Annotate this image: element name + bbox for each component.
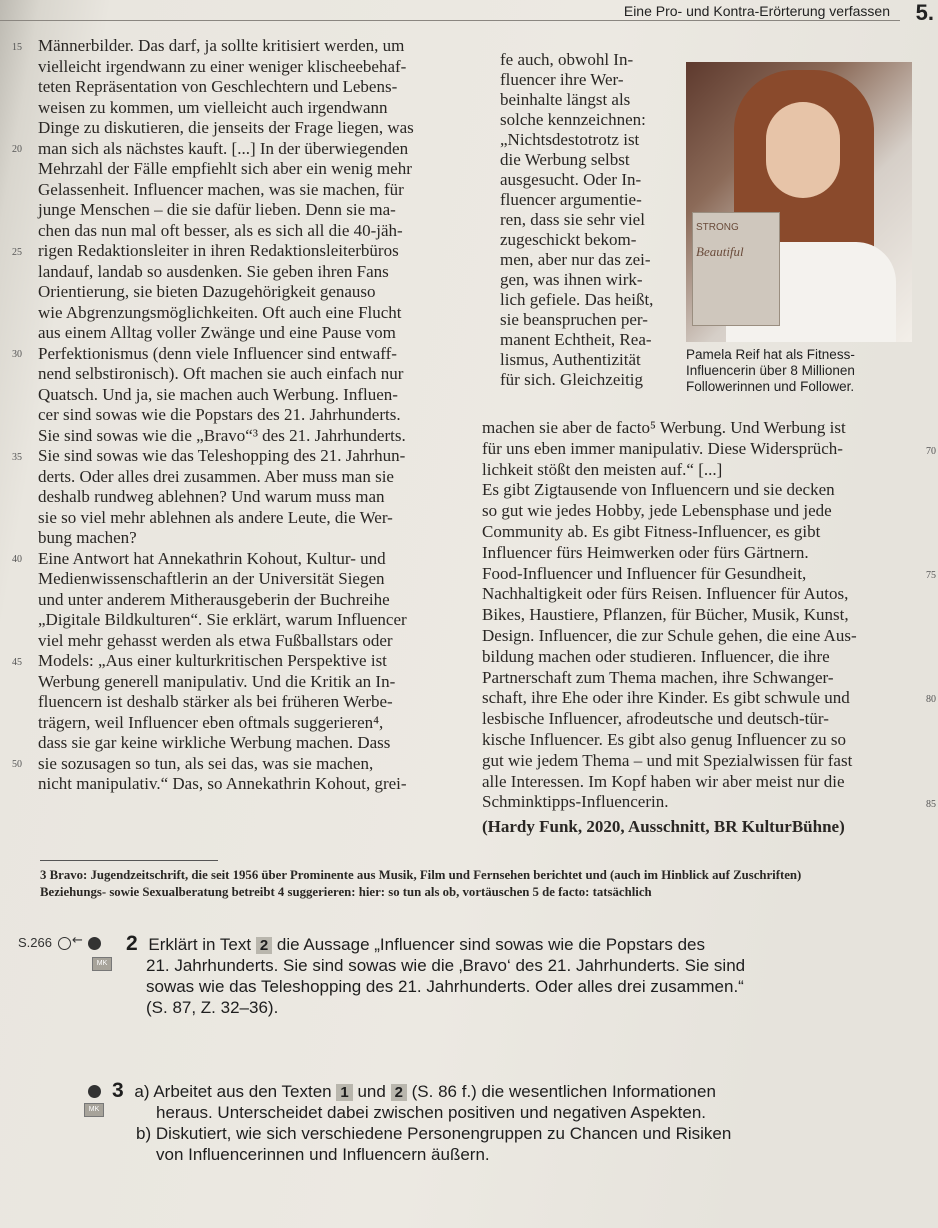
text-line: gut wie jedem Thema – und mit Spezialwissen für fast xyxy=(482,750,853,770)
text-line: so gut wie jedes Hobby, jede Lebensphase und jede xyxy=(482,501,832,521)
text-line: sie so viel mehr ablehnen als andere Leute, die Wer- xyxy=(38,507,393,527)
task-text: heraus. Unterscheidet dabei zwischen positiven und negativen Aspekten. xyxy=(156,1103,707,1122)
text-line: Design. Influencer, die zur Schule gehen, die eine Aus- xyxy=(482,625,857,645)
text-line: solche kennzeichnen: xyxy=(500,110,646,129)
text-line: sie beanspruchen per- xyxy=(500,310,648,329)
text-reference-box: 1 xyxy=(336,1084,352,1101)
line-number: 20 xyxy=(12,144,22,155)
text-line: Gelassenheit. Influencer machen, was sie machen, für xyxy=(38,179,404,199)
task-text: a) Arbeitet aus den Texten xyxy=(134,1082,332,1101)
text-line: schaft, ihre Ehe oder ihre Kinder. Es gibt schwule und xyxy=(482,688,850,708)
text-line: Bikes, Haustiere, Pflanzen, für Bücher, Musik, Kunst, xyxy=(482,605,849,625)
text-line: lismus, Authentizität xyxy=(500,350,641,369)
arrow-left-icon: ← xyxy=(72,933,83,948)
difficulty-circle-filled-icon xyxy=(88,1085,101,1098)
difficulty-circle-icon xyxy=(58,937,71,950)
text-line: fe auch, obwohl In- xyxy=(500,50,634,69)
text-line: Sie sind sowas wie das Teleshopping des 21. Jahrhun- xyxy=(38,446,406,465)
task-text: und xyxy=(357,1082,386,1101)
text-line: vielleicht irgendwann zu einer weniger klischeebehaf- xyxy=(38,56,407,76)
text-line: weisen zu kommen, um vielleicht auch irgendwann xyxy=(38,97,388,117)
text-line: junge Menschen – die sie dafür lieben. Denn sie ma- xyxy=(38,200,396,219)
task-number: 3 xyxy=(112,1079,124,1102)
article-right-column-top xyxy=(500,50,680,390)
line-number: 70 xyxy=(926,446,936,457)
text-line: Orientierung, sie bieten Dazugehörigkeit genauso xyxy=(38,282,376,301)
text-line: alle Interessen. Im Kopf haben wir aber meist nur die xyxy=(482,771,845,791)
text-line: und unter anderem Mitherausgeberin der Buchreihe xyxy=(38,589,390,609)
text-line: lich gefiele. Das heißt, xyxy=(500,290,654,309)
line-number: 45 xyxy=(12,657,22,668)
text-line: trägern, weil Influencer eben oftmals suggerieren⁴, xyxy=(38,712,384,732)
text-line: sie sozusagen so tun, als sei das, was sie machen, xyxy=(38,753,374,773)
text-line: für sich. Gleichzeitig xyxy=(500,370,644,389)
text-line: Eine Antwort hat Annekathrin Kohout, Kultur- und xyxy=(38,548,386,568)
task-text: (S. 87, Z. 32–36). xyxy=(146,998,279,1017)
influencer-photo xyxy=(686,62,912,342)
text-line: wie Abgrenzungsmöglichkeiten. Oft auch eine Flucht xyxy=(38,302,402,322)
footnote-line: Beziehungs- sowie Sexualberatung betreibt 4 suggerieren: hier: so tun als ob, vortäuschen 5 de facto: tatsächlich xyxy=(40,885,652,899)
text-line: man sich als nächstes kauft. [...] In der überwiegenden xyxy=(38,138,409,158)
text-line: cer sind sowas wie die Popstars des 21. Jahrhunderts. xyxy=(38,405,401,424)
text-line: ausgesucht. Oder In- xyxy=(500,170,642,189)
task-text: (S. 86 f.) die wesentlichen Informationen xyxy=(411,1082,716,1101)
text-line: nend selbstironisch). Oft machen sie auch einfach nur xyxy=(38,364,404,383)
text-line: machen sie aber de facto⁵ Werbung. Und Werbung ist xyxy=(482,418,846,437)
text-line: Models: „Aus einer kulturkritischen Perspektive ist xyxy=(38,651,387,670)
difficulty-circle-filled-icon xyxy=(88,937,101,950)
text-line: lesbische Influencer, afrodeutsche und deutsch-tür- xyxy=(482,709,829,729)
text-line: Männerbilder. Das darf, ja sollte kritisiert werden, um xyxy=(38,36,405,55)
task-text: 21. Jahrhunderts. Sie sind sowas wie die ‚Bravo‘ des 21. Jahrhunderts. Sie sind xyxy=(146,956,746,975)
task-number: 2 xyxy=(126,932,138,955)
line-number: 40 xyxy=(12,554,22,565)
line-number: 50 xyxy=(12,759,22,770)
task-text: b) Diskutiert, wie sich verschiedene Personengruppen zu Chancen und Risiken xyxy=(136,1124,732,1143)
text-line: zugeschickt bekom- xyxy=(500,230,637,249)
book-title-bottom: Beautiful xyxy=(696,244,744,259)
text-line: lichkeit stößt den meisten auf.“ [...] xyxy=(482,459,723,479)
text-line: die Werbung selbst xyxy=(500,150,630,169)
line-number: 80 xyxy=(926,694,936,705)
line-number: 25 xyxy=(12,247,22,258)
text-line: dass sie gar keine wirkliche Werbung machen. Dass xyxy=(38,733,391,752)
text-line: fluencer argumentie- xyxy=(500,190,642,209)
text-line: Influencer fürs Heimwerken oder fürs Gärtnern. xyxy=(482,542,809,562)
line-number: 30 xyxy=(12,349,22,360)
task-text: die Aussage „Influencer sind sowas wie die Popstars des xyxy=(276,935,705,954)
text-line: beinhalte längst als xyxy=(500,90,631,109)
task-3 xyxy=(112,1080,912,1165)
task-text: von Influencerinnen und Influencern äußern. xyxy=(156,1145,490,1164)
media-competence-icon: MK xyxy=(84,1103,104,1117)
text-line: chen das nun mal oft besser, als es sich all die 40-jäh- xyxy=(38,220,403,240)
line-number: 15 xyxy=(12,42,22,53)
text-line: Schminktipps-Influencerin. xyxy=(482,792,669,812)
task-2 xyxy=(126,933,906,1018)
article-left-column xyxy=(12,36,494,795)
text-line: „Nichtsdestotrotz ist xyxy=(500,130,640,149)
text-reference-box: 2 xyxy=(391,1084,407,1101)
text-line: Werbung generell manipulativ. Und die Kritik an In- xyxy=(38,671,396,691)
text-line: Food-Influencer und Influencer für Gesundheit, xyxy=(482,563,807,583)
text-line: rigen Redaktionsleiter in ihren Redaktionsleiterbüros xyxy=(38,241,399,260)
text-line: Es gibt Zigtausende von Influencern und sie decken xyxy=(482,480,835,500)
task-text: sowas wie das Teleshopping des 21. Jahrhunderts. Oder alles drei zusammen.“ xyxy=(146,977,744,996)
text-line: fluencern ist deshalb stärker als bei früheren Werbe- xyxy=(38,692,393,711)
text-line: landauf, landab so ausdenken. Sie geben ihren Fans xyxy=(38,261,389,281)
text-line: Dinge zu diskutieren, die jenseits der Frage liegen, was xyxy=(38,118,414,137)
page-reference: S.266 xyxy=(18,935,52,950)
article-source: (Hardy Funk, 2020, Ausschnitt, BR KulturBühne) xyxy=(482,817,845,837)
footnote-line: 3 Bravo: Jugendzeitschrift, die seit 1956 über Prominente aus Musik, Film und Fernsehen berichtet und (auch im Hinblick auf Zuschriften) xyxy=(40,868,802,882)
text-line: Mehrzahl der Fälle empfiehlt sich aber ein wenig mehr xyxy=(38,159,412,178)
text-line: nicht manipulativ.“ Das, so Annekathrin Kohout, grei- xyxy=(38,774,407,793)
header-divider xyxy=(0,20,900,21)
text-line: aus einem Alltag voller Zwänge und eine Pause vom xyxy=(38,323,396,342)
chapter-title: Eine Pro- und Kontra-Erörterung verfassen xyxy=(623,3,890,19)
footnotes xyxy=(40,867,900,901)
text-line: deshalb rundweg ablehnen? Und warum muss man xyxy=(38,487,385,506)
text-line: bung machen? xyxy=(38,528,137,547)
text-line: Perfektionismus (denn viele Influencer sind entwaff- xyxy=(38,343,397,363)
text-line: Community ab. Es gibt Fitness-Influencer, es gibt xyxy=(482,521,821,541)
line-number: 75 xyxy=(926,570,936,581)
text-line: fluencer ihre Wer- xyxy=(500,70,624,89)
media-competence-icon: MK xyxy=(92,957,112,971)
text-line: manent Echtheit, Rea- xyxy=(500,330,652,349)
text-line: für uns eben immer manipulativ. Diese Widersprüch- xyxy=(482,438,843,458)
text-line: ren, dass sie sehr viel xyxy=(500,210,645,229)
text-line: bildung machen oder studieren. Influencer, die ihre xyxy=(482,646,830,666)
line-number: 35 xyxy=(12,452,22,463)
page-header xyxy=(0,0,938,26)
text-line: kische Influencer. Es gibt also genug Influencer zu so xyxy=(482,729,846,749)
text-line: Medienwissenschaftlerin an der Universität Siegen xyxy=(38,569,385,588)
line-number: 85 xyxy=(926,799,936,810)
text-line: Quatsch. Und ja, sie machen auch Werbung. Influen- xyxy=(38,384,398,404)
task-text: Erklärt in Text xyxy=(148,935,252,954)
text-line: Partnerschaft zum Thema machen, ihre Schwanger- xyxy=(482,667,834,687)
book-title-top: STRONG xyxy=(696,222,739,233)
text-line: gen, was ihnen wirk- xyxy=(500,270,643,289)
article-right-column-bottom xyxy=(482,418,936,838)
photo-face-shape xyxy=(766,102,840,198)
text-line: men, aber nur das zei- xyxy=(500,250,651,269)
footnote-divider xyxy=(40,860,218,861)
text-line: „Digitale Bildkulturen“. Sie erklärt, warum Influencer xyxy=(38,610,407,629)
text-line: derts. Oder alles drei zusammen. Aber muss man sie xyxy=(38,466,394,486)
text-reference-box: 2 xyxy=(256,937,272,954)
photo-caption: Pamela Reif hat als Fitness-Influencerin über 8 Millionen Followerinnen und Follower. xyxy=(686,347,855,394)
text-line: teten Repräsentation von Geschlechtern und Lebens- xyxy=(38,77,398,96)
text-line: viel mehr gehasst werden als etwa Fußballstars oder xyxy=(38,630,393,650)
chapter-number: 5. xyxy=(915,0,934,25)
text-line: Sie sind sowas wie die „Bravo“³ des 21. Jahrhunderts. xyxy=(38,425,406,445)
text-line: Nachhaltigkeit oder fürs Reisen. Influencer für Autos, xyxy=(482,584,849,604)
